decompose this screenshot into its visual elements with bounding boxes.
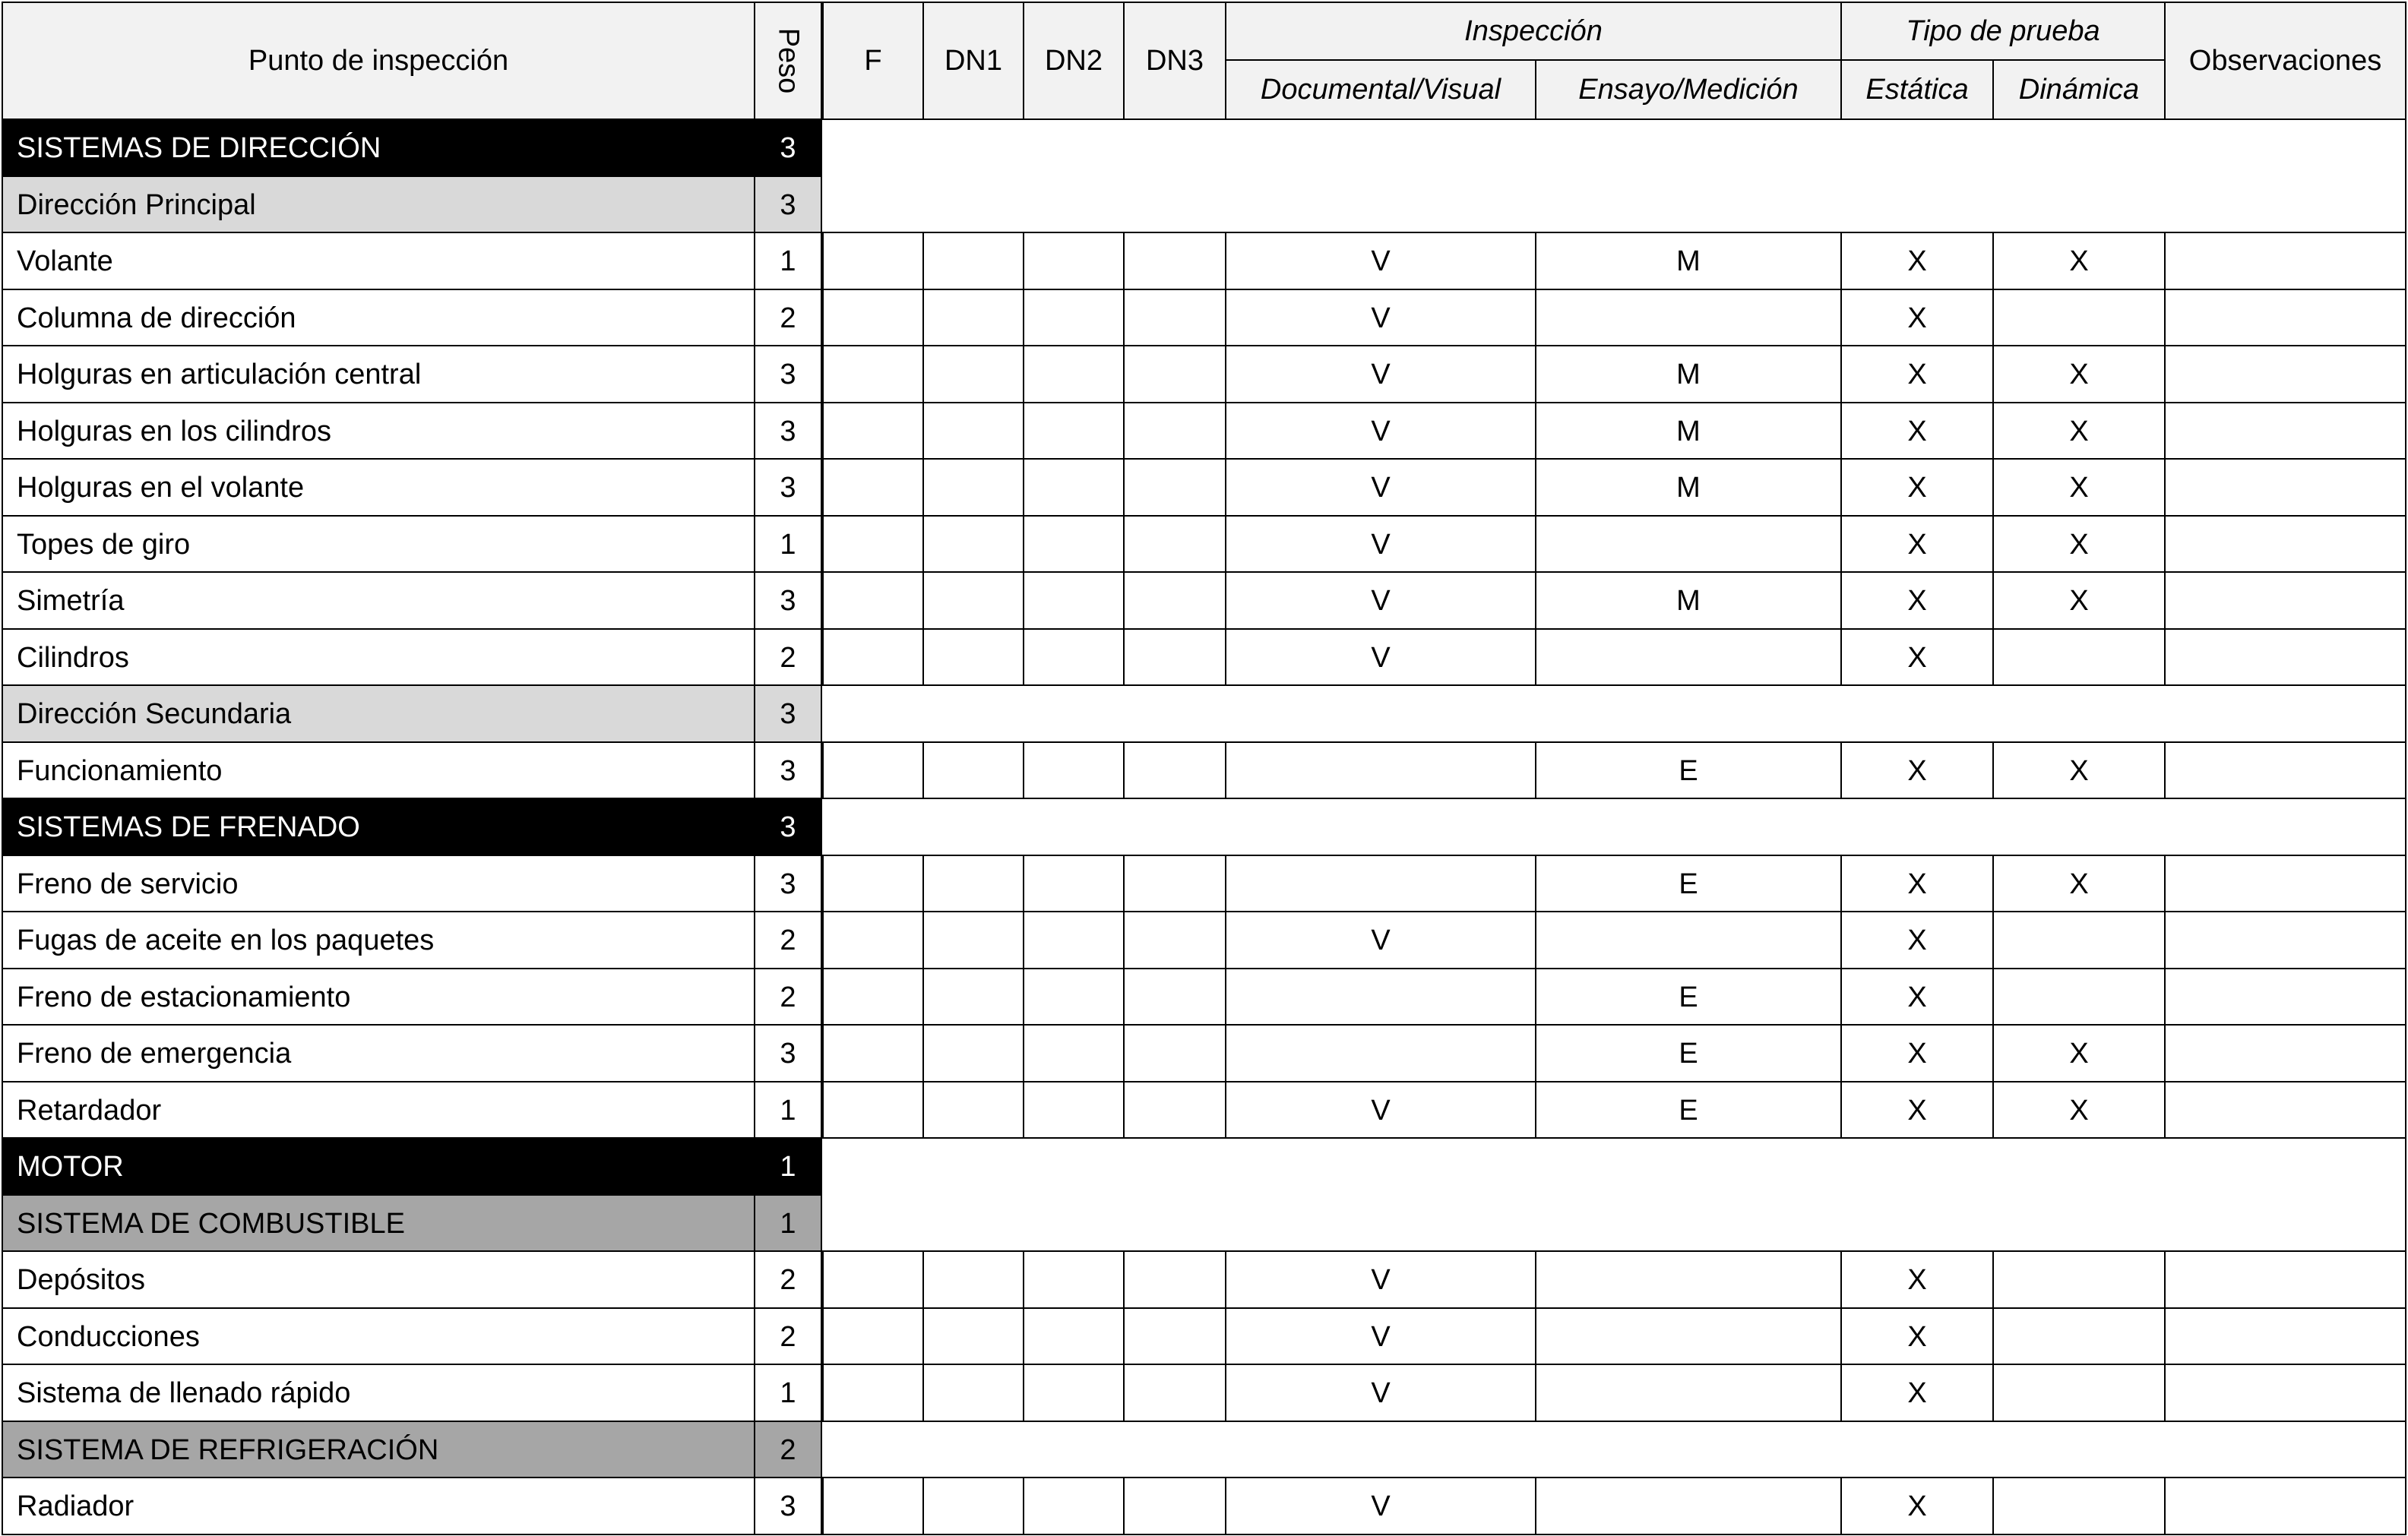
cell-doc: V: [1225, 232, 1536, 290]
cell-empty: [1123, 571, 1226, 630]
section-label: MOTOR: [2, 1137, 755, 1196]
cell-empty: [822, 1307, 924, 1365]
cell-est: X: [1840, 458, 1994, 517]
cell-empty: [1123, 402, 1226, 460]
cell-ens: M: [1535, 232, 1842, 290]
cell-empty: [1123, 1307, 1226, 1365]
cell-empty: [1023, 458, 1125, 517]
cell-din: X: [1992, 571, 2166, 630]
cell-doc: V: [1225, 628, 1536, 686]
cell-din: [1992, 1307, 2166, 1365]
cell-doc: V: [1225, 458, 1536, 517]
cell-empty: [822, 1477, 924, 1535]
cell-empty: [1123, 232, 1226, 290]
cell-doc: V: [1225, 345, 1536, 403]
cell-din: [1992, 1477, 2166, 1535]
header-punto: Punto de inspección: [2, 2, 755, 120]
cell-doc: V: [1225, 911, 1536, 969]
header-peso-text: Peso: [772, 27, 804, 94]
cell-din: X: [1992, 232, 2166, 290]
cell-empty: [2164, 1081, 2406, 1139]
row-label: Simetría: [2, 571, 755, 630]
cell-empty: [822, 345, 924, 403]
row-peso: 3: [754, 1477, 822, 1535]
header-peso: [754, 2, 822, 120]
section-peso: 3: [754, 684, 822, 743]
cell-doc: V: [1225, 515, 1536, 573]
row-label: Radiador: [2, 1477, 755, 1535]
cell-empty: [1023, 1250, 1125, 1309]
row-label: Freno de estacionamiento: [2, 968, 755, 1026]
row-label: Volante: [2, 232, 755, 290]
cell-empty: [1023, 571, 1125, 630]
cell-empty: [1023, 855, 1125, 912]
cell-ens: [1535, 628, 1842, 686]
row-label: Funcionamiento: [2, 741, 755, 799]
cell-empty: [922, 1250, 1024, 1309]
cell-empty: [1123, 515, 1226, 573]
cell-empty: [1123, 968, 1226, 1026]
section-label: Dirección Secundaria: [2, 684, 755, 743]
cell-din: [1992, 289, 2166, 346]
cell-empty: [2164, 289, 2406, 346]
row-label: Cilindros: [2, 628, 755, 686]
row-peso: 2: [754, 968, 822, 1026]
cell-empty: [822, 1364, 924, 1422]
section-label: SISTEMA DE REFRIGERACIÓN: [2, 1421, 755, 1478]
row-peso: 2: [754, 1250, 822, 1309]
cell-doc: V: [1225, 1364, 1536, 1422]
header-f: F: [822, 2, 924, 120]
header-tipo: Tipo de prueba: [1840, 2, 2166, 61]
header-dinamica: Dinámica: [1992, 59, 2166, 120]
cell-empty: [822, 628, 924, 686]
cell-est: X: [1840, 289, 1994, 346]
cell-empty: [1123, 345, 1226, 403]
section-peso: 3: [754, 798, 822, 856]
cell-doc: [1225, 1024, 1536, 1082]
cell-empty: [2164, 1477, 2406, 1535]
row-peso: 3: [754, 1024, 822, 1082]
cell-empty: [1023, 1081, 1125, 1139]
cell-est: X: [1840, 345, 1994, 403]
cell-empty: [822, 402, 924, 460]
cell-doc: V: [1225, 1477, 1536, 1535]
cell-est: X: [1840, 911, 1994, 969]
cell-empty: [2164, 458, 2406, 517]
cell-empty: [822, 1081, 924, 1139]
row-peso: 3: [754, 855, 822, 912]
cell-ens: [1535, 1307, 1842, 1365]
cell-empty: [1023, 345, 1125, 403]
cell-empty: [822, 515, 924, 573]
cell-din: X: [1992, 1081, 2166, 1139]
cell-empty: [1023, 402, 1125, 460]
cell-empty: [922, 571, 1024, 630]
cell-est: X: [1840, 571, 1994, 630]
cell-din: X: [1992, 855, 2166, 912]
cell-din: X: [1992, 1024, 2166, 1082]
cell-ens: M: [1535, 402, 1842, 460]
cell-est: X: [1840, 628, 1994, 686]
section-label: Dirección Principal: [2, 175, 755, 233]
cell-empty: [822, 855, 924, 912]
cell-empty: [2164, 1024, 2406, 1082]
cell-doc: V: [1225, 1081, 1536, 1139]
cell-ens: [1535, 911, 1842, 969]
cell-est: X: [1840, 1307, 1994, 1365]
cell-empty: [822, 289, 924, 346]
cell-empty: [922, 741, 1024, 799]
header-documental: Documental/Visual: [1225, 59, 1536, 120]
row-peso: 3: [754, 458, 822, 517]
row-label: Fugas de aceite en los paquetes: [2, 911, 755, 969]
cell-din: X: [1992, 458, 2166, 517]
cell-ens: [1535, 1477, 1842, 1535]
cell-empty: [822, 1250, 924, 1309]
section-label: SISTEMAS DE DIRECCIÓN: [2, 119, 755, 177]
cell-doc: [1225, 741, 1536, 799]
row-label: Holguras en articulación central: [2, 345, 755, 403]
cell-est: X: [1840, 1081, 1994, 1139]
cell-empty: [822, 1024, 924, 1082]
cell-ens: [1535, 515, 1842, 573]
cell-ens: E: [1535, 855, 1842, 912]
cell-empty: [1123, 1477, 1226, 1535]
cell-din: X: [1992, 741, 2166, 799]
section-peso: 3: [754, 119, 822, 177]
cell-ens: E: [1535, 741, 1842, 799]
cell-empty: [1123, 741, 1226, 799]
row-peso: 2: [754, 911, 822, 969]
cell-doc: [1225, 855, 1536, 912]
cell-empty: [1023, 515, 1125, 573]
cell-empty: [822, 911, 924, 969]
cell-din: [1992, 628, 2166, 686]
cell-empty: [922, 1307, 1024, 1365]
cell-empty: [1123, 1081, 1226, 1139]
row-label: Freno de emergencia: [2, 1024, 755, 1082]
cell-empty: [922, 911, 1024, 969]
row-label: Freno de servicio: [2, 855, 755, 912]
cell-empty: [1023, 232, 1125, 290]
cell-est: X: [1840, 232, 1994, 290]
cell-empty: [922, 232, 1024, 290]
cell-est: X: [1840, 855, 1994, 912]
section-blank: [821, 798, 2406, 856]
cell-empty: [822, 968, 924, 1026]
cell-din: [1992, 968, 2166, 1026]
row-label: Retardador: [2, 1081, 755, 1139]
row-label: Depósitos: [2, 1250, 755, 1309]
cell-empty: [1023, 628, 1125, 686]
row-label: Holguras en los cilindros: [2, 402, 755, 460]
cell-din: [1992, 1250, 2166, 1309]
cell-empty: [922, 289, 1024, 346]
cell-empty: [1023, 1364, 1125, 1422]
section-peso: 3: [754, 175, 822, 233]
row-peso: 2: [754, 289, 822, 346]
row-peso: 2: [754, 1307, 822, 1365]
cell-empty: [1023, 911, 1125, 969]
row-peso: 1: [754, 515, 822, 573]
cell-empty: [2164, 515, 2406, 573]
header-ensayo: Ensayo/Medición: [1535, 59, 1842, 120]
cell-empty: [2164, 855, 2406, 912]
cell-doc: [1225, 968, 1536, 1026]
cell-doc: V: [1225, 571, 1536, 630]
cell-empty: [922, 628, 1024, 686]
cell-din: X: [1992, 515, 2166, 573]
cell-est: X: [1840, 402, 1994, 460]
cell-din: X: [1992, 345, 2166, 403]
cell-empty: [1023, 741, 1125, 799]
cell-empty: [1023, 1477, 1125, 1535]
cell-doc: V: [1225, 1307, 1536, 1365]
cell-empty: [1123, 855, 1226, 912]
cell-empty: [1023, 289, 1125, 346]
cell-empty: [922, 1081, 1024, 1139]
row-label: Holguras en el volante: [2, 458, 755, 517]
cell-empty: [2164, 1307, 2406, 1365]
cell-empty: [922, 1024, 1024, 1082]
section-blank: [821, 1137, 2406, 1252]
cell-empty: [2164, 911, 2406, 969]
cell-empty: [2164, 1364, 2406, 1422]
cell-empty: [922, 402, 1024, 460]
section-peso: 1: [754, 1194, 822, 1252]
cell-est: X: [1840, 741, 1994, 799]
section-blank: [821, 119, 2406, 233]
cell-empty: [822, 571, 924, 630]
header-dn2: DN2: [1023, 2, 1125, 120]
cell-empty: [1123, 628, 1226, 686]
cell-din: [1992, 911, 2166, 969]
cell-ens: E: [1535, 968, 1842, 1026]
cell-empty: [922, 1477, 1024, 1535]
cell-est: X: [1840, 1477, 1994, 1535]
cell-empty: [2164, 345, 2406, 403]
cell-din: [1992, 1364, 2166, 1422]
row-peso: 3: [754, 571, 822, 630]
row-peso: 3: [754, 345, 822, 403]
cell-empty: [822, 232, 924, 290]
cell-est: X: [1840, 515, 1994, 573]
row-peso: 1: [754, 232, 822, 290]
cell-est: X: [1840, 1250, 1994, 1309]
row-peso: 1: [754, 1081, 822, 1139]
cell-din: X: [1992, 402, 2166, 460]
row-peso: 1: [754, 1364, 822, 1422]
row-peso: 3: [754, 741, 822, 799]
cell-est: X: [1840, 968, 1994, 1026]
cell-empty: [2164, 232, 2406, 290]
cell-doc: V: [1225, 1250, 1536, 1309]
header-dn3: DN3: [1123, 2, 1226, 120]
cell-ens: E: [1535, 1024, 1842, 1082]
section-label: SISTEMA DE COMBUSTIBLE: [2, 1194, 755, 1252]
row-label: Columna de dirección: [2, 289, 755, 346]
section-label: SISTEMAS DE FRENADO: [2, 798, 755, 856]
row-label: Topes de giro: [2, 515, 755, 573]
cell-empty: [2164, 571, 2406, 630]
cell-empty: [922, 345, 1024, 403]
cell-est: X: [1840, 1364, 1994, 1422]
section-blank: [821, 684, 2406, 743]
header-dn1: DN1: [922, 2, 1024, 120]
cell-ens: M: [1535, 458, 1842, 517]
cell-empty: [1123, 289, 1226, 346]
cell-empty: [822, 458, 924, 517]
cell-ens: [1535, 1250, 1842, 1309]
cell-ens: [1535, 289, 1842, 346]
cell-doc: V: [1225, 402, 1536, 460]
cell-est: X: [1840, 1024, 1994, 1082]
cell-empty: [822, 741, 924, 799]
cell-empty: [1123, 458, 1226, 517]
cell-ens: E: [1535, 1081, 1842, 1139]
cell-empty: [2164, 402, 2406, 460]
cell-empty: [2164, 968, 2406, 1026]
cell-empty: [1123, 911, 1226, 969]
cell-empty: [1123, 1024, 1226, 1082]
row-peso: 2: [754, 628, 822, 686]
section-blank: [821, 1421, 2406, 1478]
cell-empty: [922, 968, 1024, 1026]
cell-empty: [1123, 1364, 1226, 1422]
cell-ens: M: [1535, 571, 1842, 630]
cell-empty: [922, 515, 1024, 573]
cell-ens: [1535, 1364, 1842, 1422]
cell-empty: [1123, 1250, 1226, 1309]
header-inspeccion: Inspección: [1225, 2, 1842, 61]
cell-empty: [922, 458, 1024, 517]
cell-empty: [1023, 968, 1125, 1026]
row-label: Conducciones: [2, 1307, 755, 1365]
header-observaciones: Observaciones: [2164, 2, 2406, 120]
cell-empty: [922, 855, 1024, 912]
cell-empty: [1023, 1024, 1125, 1082]
cell-empty: [2164, 1250, 2406, 1309]
cell-doc: V: [1225, 289, 1536, 346]
row-label: Sistema de llenado rápido: [2, 1364, 755, 1422]
cell-empty: [922, 1364, 1024, 1422]
section-peso: 1: [754, 1137, 822, 1196]
cell-empty: [2164, 628, 2406, 686]
row-peso: 3: [754, 402, 822, 460]
cell-empty: [2164, 741, 2406, 799]
section-peso: 2: [754, 1421, 822, 1478]
header-estatica: Estática: [1840, 59, 1994, 120]
cell-ens: M: [1535, 345, 1842, 403]
cell-empty: [1023, 1307, 1125, 1365]
